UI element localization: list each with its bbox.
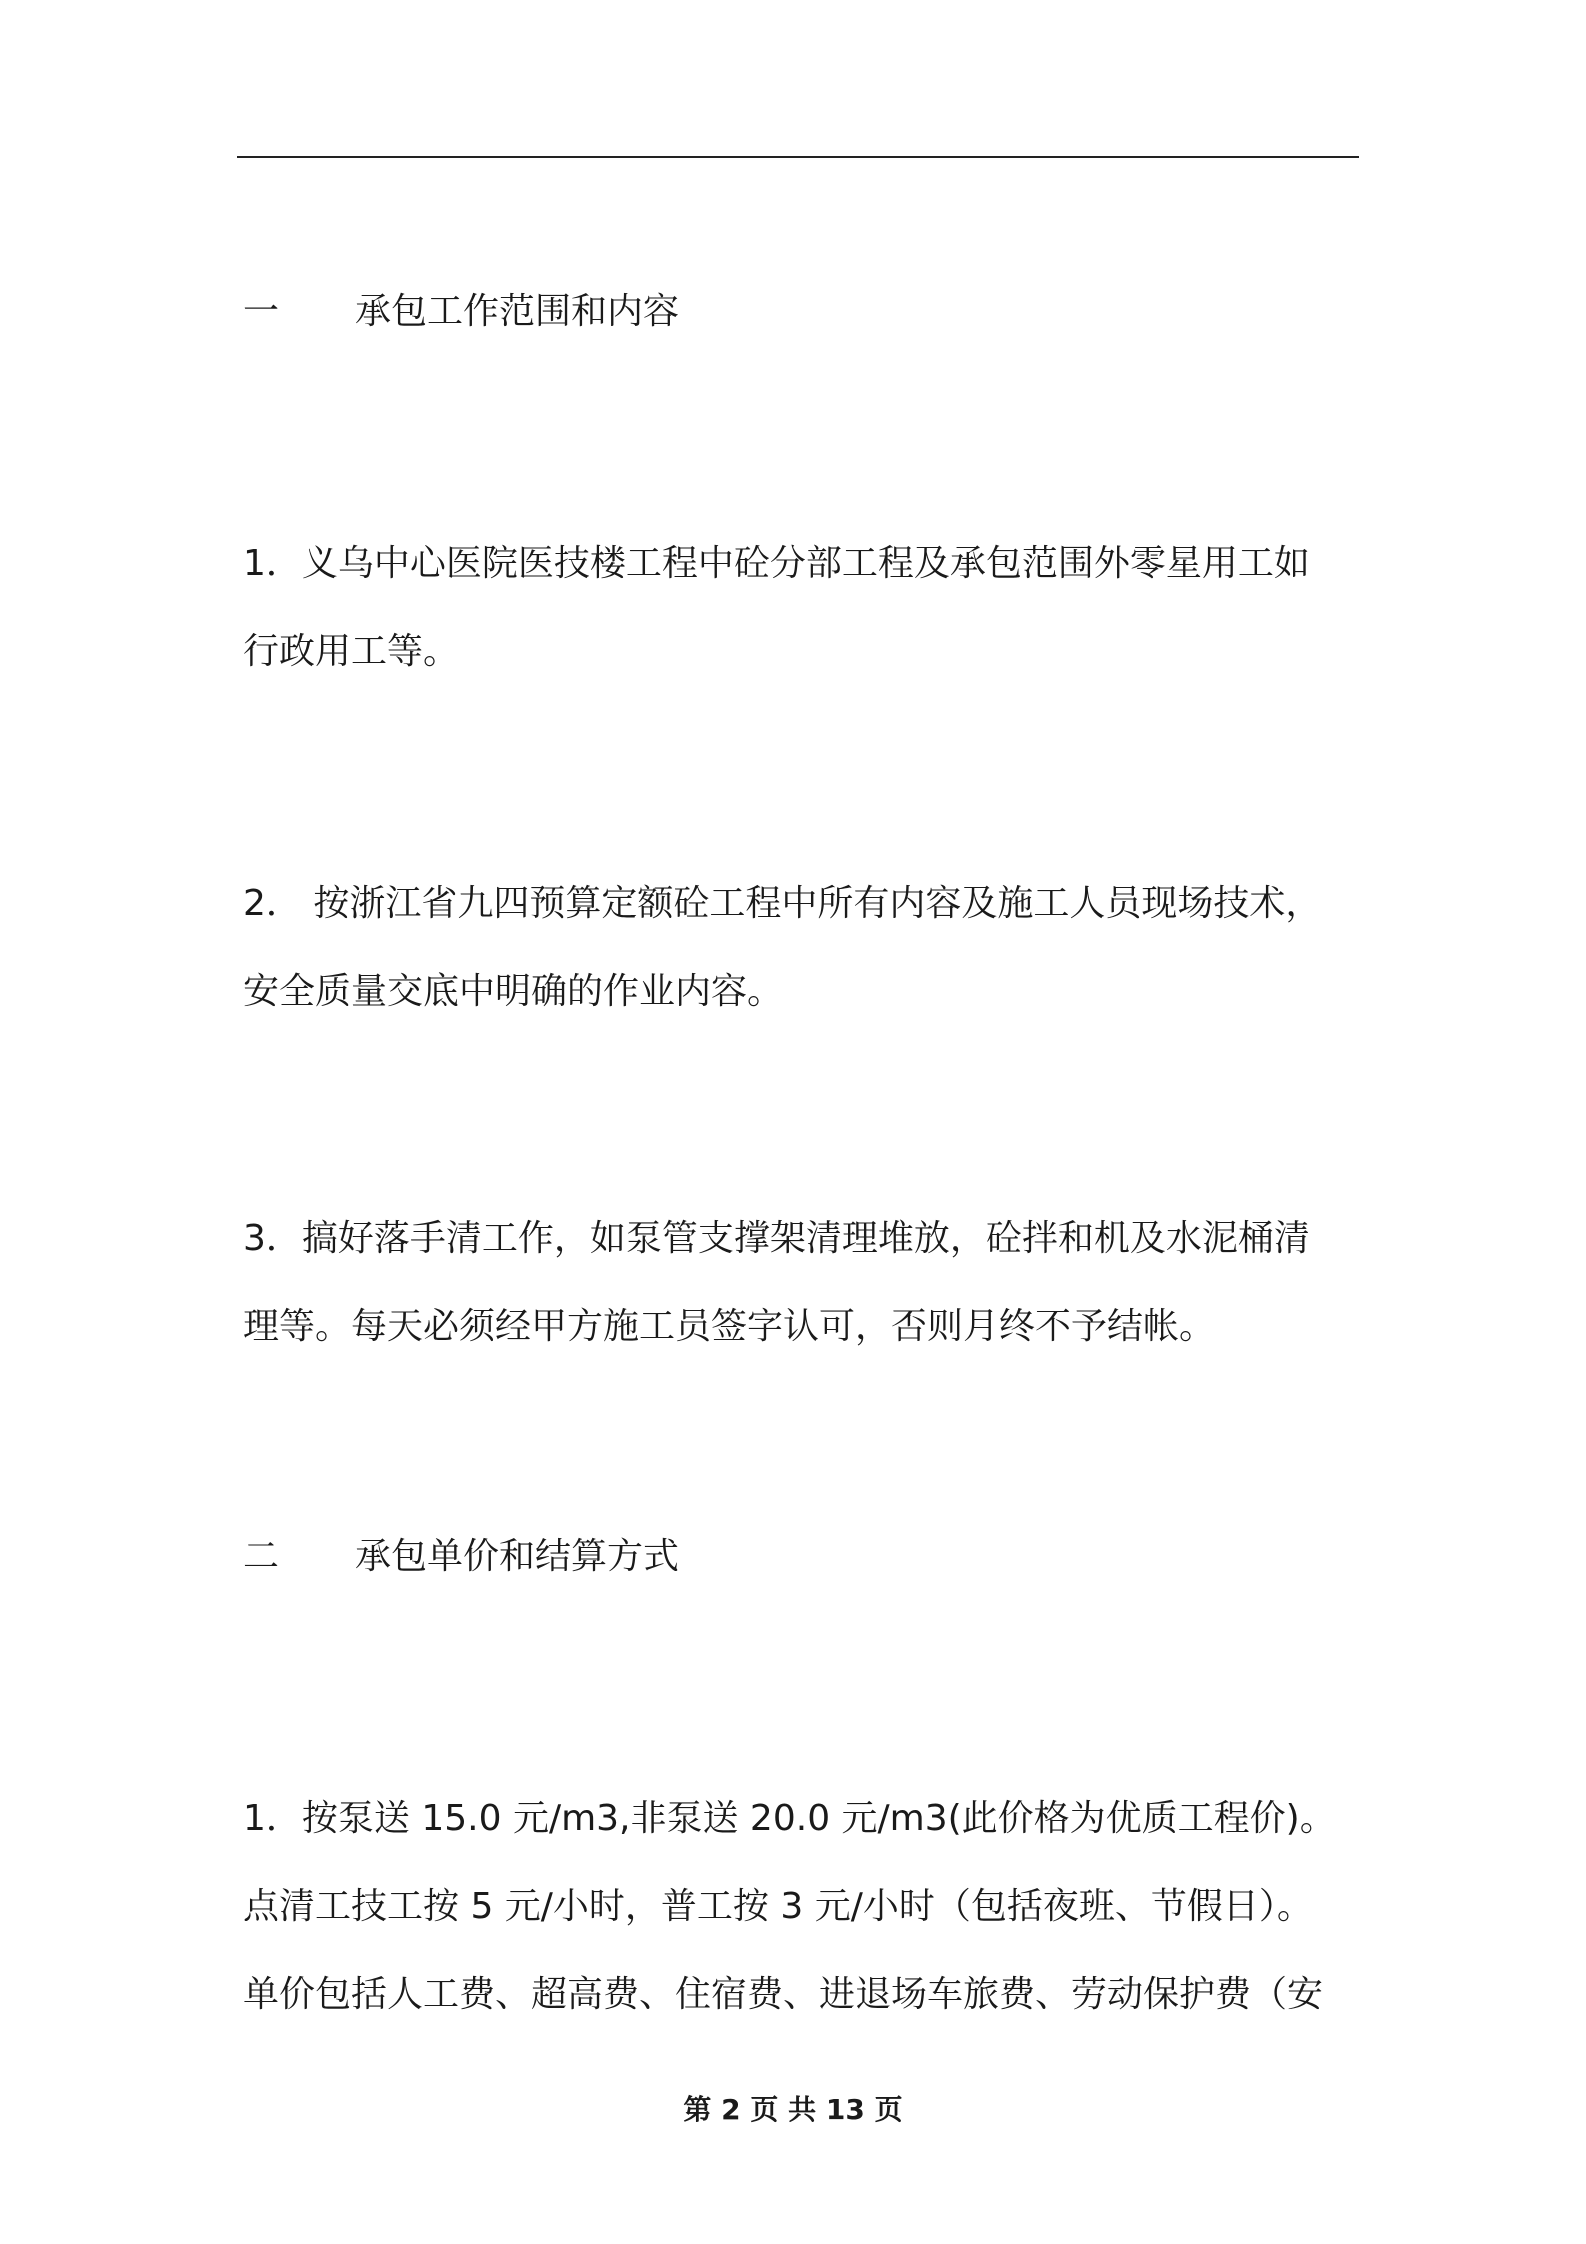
paragraph-line: 3．搞好落手清工作，如泵管支撑架清理堆放，砼拌和机及水泥桶清 <box>243 1218 1310 1259</box>
paragraph-line: 1．按泵送 15.0 元/m3,非泵送 20.0 元/m3(此价格为优质工程价)。 <box>243 1798 1336 1839</box>
paragraph-1-3 <box>243 1195 1359 1371</box>
paragraph-2-1 <box>243 1775 1359 2039</box>
section-title: 承包工作范围和内容 <box>355 291 680 332</box>
paragraph-line: 安全质量交底中明确的作业内容。 <box>243 971 784 1012</box>
paragraph-line: 行政用工等。 <box>243 631 460 672</box>
paragraph-1-1 <box>243 520 1359 696</box>
paragraph-line: 点清工技工按 5 元/小时，普工按 3 元/小时（包括夜班、节假日）。 <box>243 1886 1313 1927</box>
section-number: 一 <box>243 291 280 332</box>
section-heading-1 <box>243 290 679 334</box>
section-title: 承包单价和结算方式 <box>355 1536 680 1577</box>
paragraph-line: 理等。每天必须经甲方施工员签字认可，否则月终不予结帐。 <box>243 1306 1216 1347</box>
section-heading-2 <box>243 1535 679 1579</box>
paragraph-1-2 <box>243 860 1359 1036</box>
paragraph-line: 2． 按浙江省九四预算定额砼工程中所有内容及施工人员现场技术， <box>243 883 1322 924</box>
page-footer: 第 2 页 共 13 页 <box>683 2093 903 2126</box>
paragraph-line: 1．义乌中心医院医技楼工程中砼分部工程及承包范围外零星用工如 <box>243 543 1310 584</box>
header-rule <box>237 156 1359 158</box>
section-number: 二 <box>243 1536 280 1577</box>
paragraph-line: 单价包括人工费、超高费、住宿费、进退场车旅费、劳动保护费（安 <box>243 1974 1324 2015</box>
